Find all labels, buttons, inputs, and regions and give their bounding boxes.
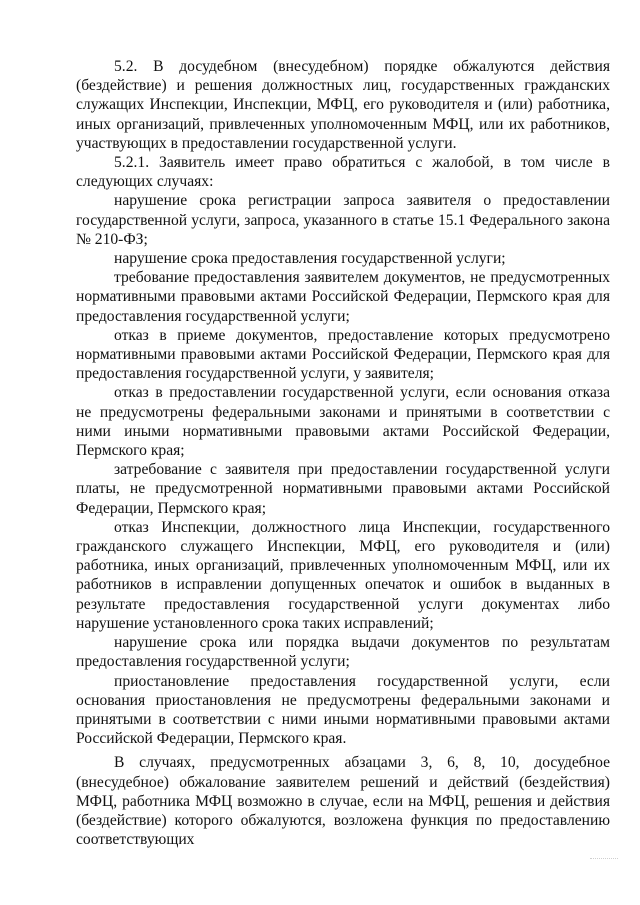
scan-artifact: [590, 858, 618, 861]
case-item: отказ Инспекции, должностного лица Инспекции, государственного гражданского служащего Инспекции, МФЦ, его руководителя и (или) работника, иных организаций, привлеченных уполномоченным МФЦ, или их работников в исправлении допущенных опечаток и ошибок в выданных в результате предоставления государственной услуги документах либо нарушение установленного срока таких исправлений;: [76, 518, 610, 632]
paragraph-mfc-cases: В случаях, предусмотренных абзацами 3, 6, 8, 10, досудебное (внесудебное) обжалование заявителем решений и действий (бездействия) МФЦ, работника МФЦ возможно в случае, если на МФЦ, решения и действия (бездействие) которого обжалуются, возложена функция по предоставлению соответствующих: [76, 754, 610, 849]
case-item: приостановление предоставления государственной услуги, если основания приостановления не предусмотрены федеральными законами и принятыми в соответствии с ними иными нормативными правовыми актами Российской Федерации, Пермского края.: [76, 672, 610, 748]
case-item: затребование с заявителя при предоставлении государственной услуги платы, не предусмотренной нормативными правовыми актами Российской Федерации, Пермского края;: [76, 461, 610, 517]
case-item: нарушение срока или порядка выдачи документов по результатам предоставления государственной услуги;: [76, 634, 610, 671]
case-item: нарушение срока регистрации запроса заявителя о предоставлении государственной услуги, запроса, указанного в статье 15.1 Федерального закона № 210-ФЗ;: [76, 192, 610, 248]
case-item: требование предоставления заявителем документов, не предусмотренных нормативными правовыми актами Российской Федерации, Пермского края для предоставления государственной услуги;: [76, 269, 610, 325]
document-page: [76, 57, 610, 849]
case-item: нарушение срока предоставления государственной услуги;: [114, 250, 506, 268]
paragraph-5-2: 5.2. В досудебном (внесудебном) порядке обжалуются действия (бездействие) и решения должностных лиц, государственных гражданских служащих Инспекции, Инспекции, МФЦ, его руководителя и (или) работника, иных организаций, привлеченных уполномоченным МФЦ, или их работников, участвующих в предоставлении государственной услуги.: [76, 58, 610, 152]
paragraph-5-2-1: 5.2.1. Заявитель имеет право обратиться с жалобой, в том числе в следующих случаях:: [76, 154, 610, 191]
case-item: отказ в приеме документов, предоставление которых предусмотрено нормативными правовыми актами Российской Федерации, Пермского края для предоставления государственной услуги, у заявителя;: [76, 326, 610, 383]
case-item: отказ в предоставлении государственной услуги, если основания отказа не предусмотрены федеральными законами и принятыми в соответствии с ними иными нормативными правовыми актами Российской Федерации, Пермского края;: [76, 384, 610, 460]
